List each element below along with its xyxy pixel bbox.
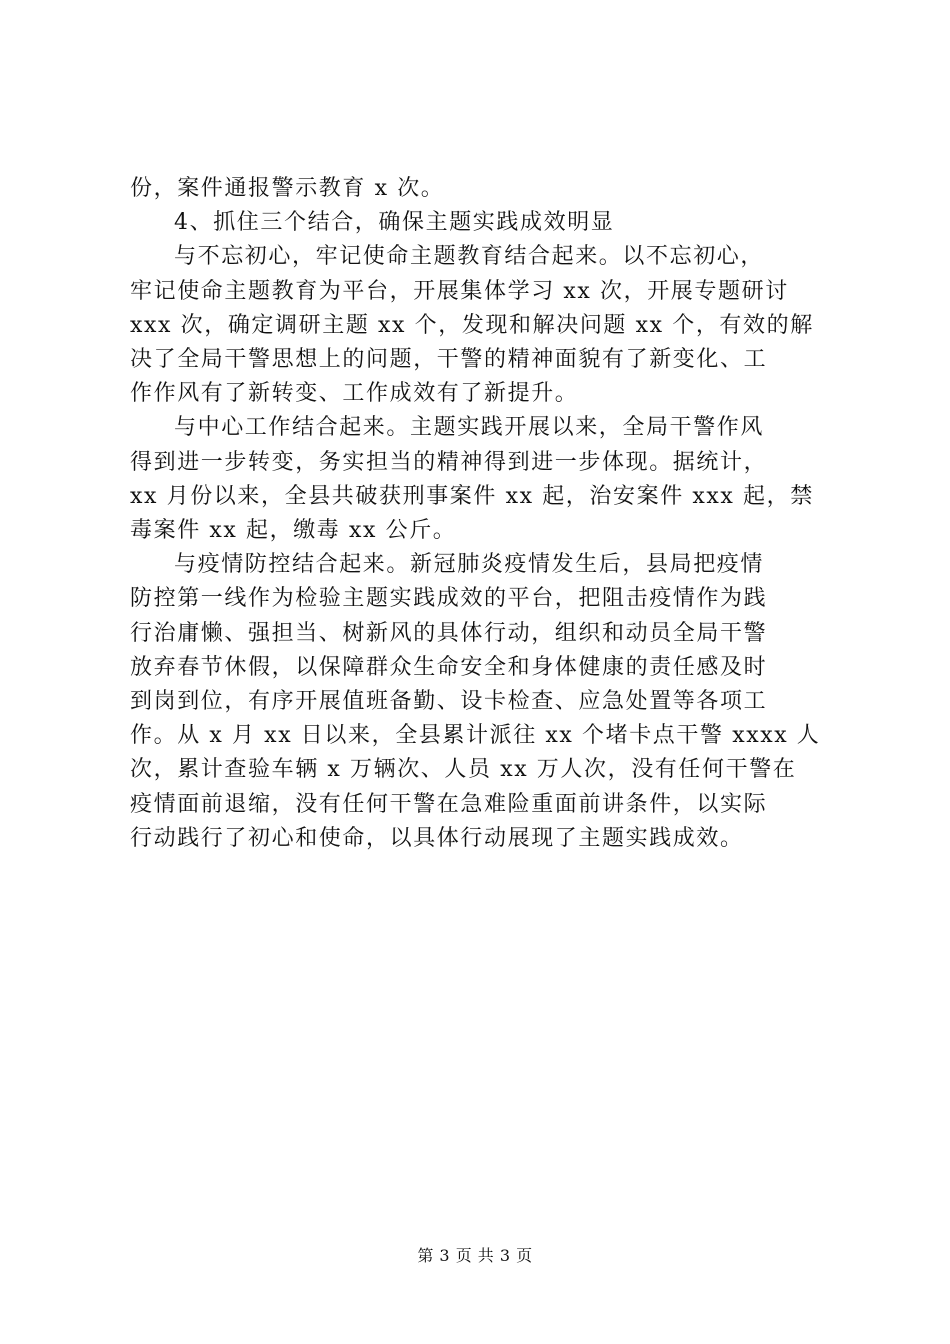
- body-line: 疫情面前退缩，没有任何干警在急难险重面前讲条件，以实际: [130, 791, 768, 817]
- paragraph-start: 与疫情防控结合起来。新冠肺炎疫情发生后，县局把疫情: [174, 552, 765, 578]
- body-line: 牢记使命主题教育为平台，开展集体学习 xx 次，开展专题研讨: [130, 278, 789, 304]
- body-line: 份，案件通报警示教育 x 次。: [130, 176, 445, 201]
- paragraph-start: 与中心工作结合起来。主题实践开展以来，全局干警作风: [174, 415, 765, 441]
- section-heading: 4、抓住三个结合，确保主题实践成效明显: [174, 210, 615, 236]
- body-line: 行动践行了初心和使命，以具体行动展现了主题实践成效。: [130, 825, 744, 851]
- body-line: xx 月份以来，全县共破获刑事案件 xx 起，治安案件 xxx 起，禁: [130, 483, 814, 509]
- document-body: [130, 172, 830, 856]
- body-line: 作作风有了新转变、工作成效有了新提升。: [130, 381, 579, 407]
- paragraph-start: 与不忘初心，牢记使命主题教育结合起来。以不忘初心，: [174, 244, 765, 270]
- body-line: xxx 次，确定调研主题 xx 个，发现和解决问题 xx 个，有效的解: [130, 312, 814, 338]
- body-line: 行治庸懒、强担当、树新风的具体行动，组织和动员全局干警: [130, 620, 768, 646]
- body-line: 得到进一步转变，务实担当的精神得到进一步体现。据统计，: [130, 449, 768, 475]
- body-line: 到岗到位，有序开展值班备勤、设卡检查、应急处置等各项工: [130, 689, 768, 715]
- body-line: 作。从 x 月 xx 日以来，全县累计派往 xx 个堵卡点干警 xxxx 人: [130, 723, 821, 749]
- body-line: 防控第一线作为检验主题实践成效的平台，把阻击疫情作为践: [130, 586, 768, 612]
- page-number-footer: 第 3 页 共 3 页: [417, 1246, 533, 1265]
- body-line: 决了全局干警思想上的问题，干警的精神面貌有了新变化、工: [130, 347, 768, 373]
- body-line: 毒案件 xx 起，缴毒 xx 公斤。: [130, 518, 457, 544]
- body-line: 次，累计查验车辆 x 万辆次、人员 xx 万人次，没有任何干警在: [130, 757, 797, 783]
- body-line: 放弃春节休假，以保障群众生命安全和身体健康的责任感及时: [130, 654, 768, 680]
